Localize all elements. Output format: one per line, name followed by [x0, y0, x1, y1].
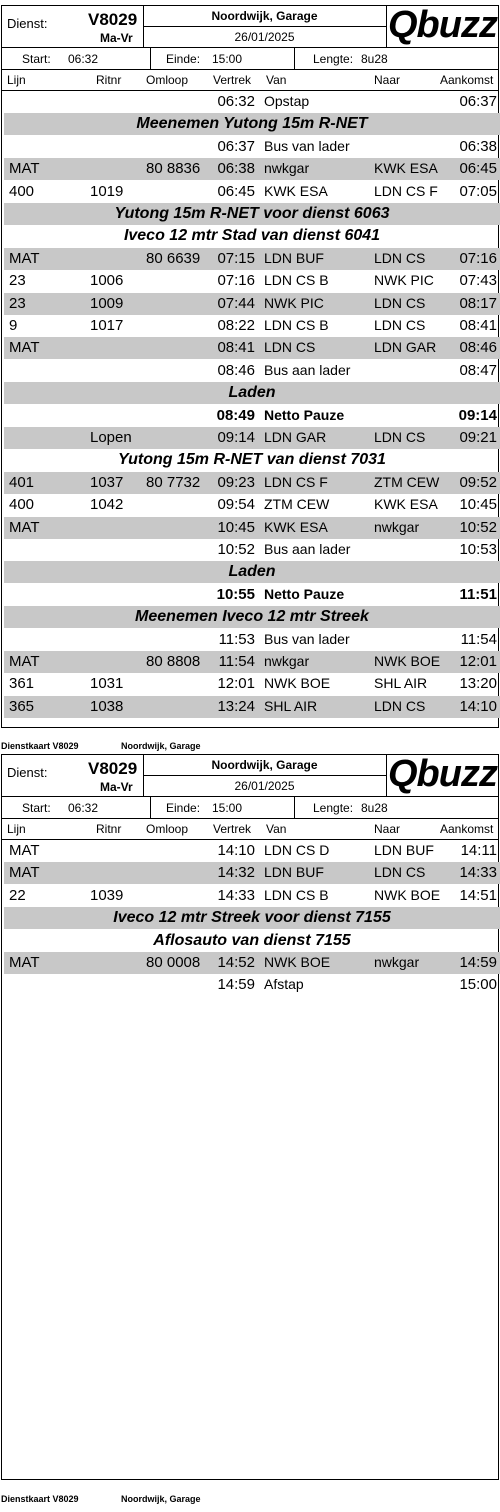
cell-aankomst: 06:38 — [459, 137, 497, 155]
cell-aankomst: 06:45 — [459, 160, 497, 178]
table-row — [4, 952, 500, 974]
cell-van: LDN BUF — [264, 249, 324, 266]
cell-aankomst: 07:05 — [459, 182, 497, 200]
section-heading — [4, 449, 500, 471]
cell-naar: NWK BOE — [374, 886, 441, 903]
footer-right: Noordwijk, Garage — [121, 1494, 201, 1504]
cell-van: LDN GAR — [264, 429, 327, 445]
col-aankomst: Aankomst — [440, 73, 494, 87]
col-aankomst: Aankomst — [440, 822, 494, 836]
cell-vertrek: 12:01 — [217, 675, 255, 693]
cell-vertrek: 09:23 — [217, 473, 255, 491]
cell-vertrek: 14:32 — [217, 864, 255, 882]
table-row — [4, 91, 500, 113]
cell-van: Afstap — [264, 976, 304, 993]
start-label: Start: — [22, 801, 51, 815]
dienst-days: Ma-Vr — [100, 31, 133, 45]
section-heading — [4, 907, 500, 929]
table-row — [4, 885, 500, 907]
location-cell — [143, 755, 387, 796]
cell-ritnr: 1019 — [90, 182, 124, 200]
section-heading — [4, 203, 500, 225]
cell-aankomst: 10:53 — [459, 541, 497, 558]
section-heading-text: Yutong 15m R-NET voor dienst 6063 — [114, 205, 390, 222]
card-header — [1, 754, 499, 797]
cell-van: LDN CS F — [264, 473, 328, 490]
cell-omloop: 80 8836 — [146, 160, 201, 178]
section-heading-text: Meenemen Yutong 15m R-NET — [136, 115, 368, 133]
date: 26/01/2025 — [234, 30, 295, 44]
table-row — [4, 539, 500, 561]
cell-vertrek: 07:44 — [217, 294, 255, 312]
schedule-table — [1, 91, 499, 728]
section-heading — [4, 113, 500, 135]
lengte-value: 8u28 — [361, 52, 388, 66]
cell-lijn: 23 — [9, 272, 26, 290]
cell-lijn: 400 — [9, 496, 35, 514]
cell-lijn: MAT — [9, 954, 40, 971]
cell-van: Bus aan lader — [264, 541, 351, 557]
cell-vertrek: 14:33 — [217, 886, 255, 904]
cell-vertrek: 10:52 — [217, 541, 255, 558]
cell-vertrek: 14:52 — [217, 954, 255, 971]
cell-vertrek: 11:54 — [218, 653, 255, 670]
table-row — [4, 517, 500, 539]
dienst-number: V8029 — [88, 10, 138, 29]
cell-vertrek: 06:45 — [217, 182, 255, 200]
cell-omloop: 80 7732 — [146, 473, 201, 491]
section-heading-text: Laden — [228, 384, 276, 402]
table-row — [4, 472, 500, 494]
cell-ritnr: 1031 — [90, 675, 124, 693]
page-footer — [1, 741, 201, 751]
cell-lijn: MAT — [9, 842, 40, 859]
page-footer — [1, 1494, 201, 1504]
cell-naar: LDN CS F — [374, 182, 438, 199]
einde-time: 15:00 — [212, 801, 243, 815]
einde-label: Einde: — [166, 801, 201, 815]
section-heading — [4, 225, 500, 247]
cell-lijn: 401 — [9, 473, 35, 491]
cell-ritnr: 1042 — [90, 496, 124, 514]
cell-naar: nwkgar — [374, 518, 420, 535]
cell-naar: ZTM CEW — [374, 473, 440, 490]
section-heading — [4, 606, 500, 628]
cell-lijn: 400 — [9, 182, 35, 200]
col-ritnr: Ritnr — [96, 822, 122, 836]
cell-van: KWK ESA — [264, 182, 328, 199]
cell-van: Bus aan lader — [264, 361, 351, 378]
cell-aankomst: 06:37 — [459, 93, 497, 110]
cell-naar: LDN CS — [374, 697, 426, 714]
cell-aankomst: 14:10 — [459, 697, 497, 715]
section-heading-text: Yutong 15m R-NET van dienst 7031 — [118, 451, 386, 469]
section-heading-text: Iveco 12 mtr Streek voor dienst 7155 — [113, 909, 391, 927]
cell-aankomst: 12:01 — [459, 653, 497, 670]
lengte-label: Lengte: — [313, 52, 354, 66]
col-vertrek: Vertrek — [213, 73, 252, 87]
section-heading — [4, 382, 500, 404]
cell-aankomst: 15:00 — [459, 976, 497, 994]
cell-ritnr: 1017 — [90, 317, 124, 334]
start-time: 06:32 — [68, 801, 99, 815]
cell-naar: LDN CS — [374, 249, 426, 266]
lengte-label: Lengte: — [313, 801, 354, 815]
location: Noordwijk, Garage — [211, 9, 318, 23]
cell-aankomst: 09:21 — [459, 429, 497, 446]
table-row — [4, 427, 500, 449]
cell-aankomst: 10:52 — [459, 518, 497, 536]
cell-van: LDN CS D — [264, 842, 330, 858]
cell-vertrek: 10:55 — [216, 585, 255, 603]
cell-lijn: 9 — [9, 317, 18, 334]
cell-vertrek: 08:49 — [216, 406, 255, 424]
table-row — [4, 673, 500, 695]
cell-van: LDN BUF — [264, 864, 324, 881]
cell-van: NWK PIC — [264, 294, 324, 311]
cell-vertrek: 06:38 — [217, 160, 255, 178]
table-row — [4, 248, 500, 270]
location-cell — [143, 6, 387, 47]
cell-aankomst: 14:11 — [460, 842, 497, 859]
einde-time: 15:00 — [212, 52, 243, 66]
cell-aankomst: 11:51 — [459, 585, 497, 603]
cell-naar: LDN BUF — [374, 842, 434, 858]
col-van: Van — [266, 822, 287, 836]
cell-van: LDN CS B — [264, 886, 329, 903]
cell-vertrek: 09:14 — [217, 429, 255, 446]
cell-van: KWK ESA — [264, 518, 328, 535]
cell-vertrek: 08:41 — [217, 339, 255, 357]
cell-lijn: MAT — [9, 160, 40, 178]
cell-vertrek: 10:45 — [217, 518, 255, 536]
cell-naar: KWK ESA — [374, 160, 438, 177]
footer-left: Dienstkaart V8029 — [1, 1494, 79, 1504]
cell-van: Netto Pauze — [264, 585, 345, 602]
cell-naar: LDN CS — [374, 294, 426, 311]
dienst-number: V8029 — [88, 759, 138, 778]
dienst-cell — [2, 6, 144, 47]
table-row — [4, 315, 500, 337]
table-row — [4, 270, 500, 292]
footer-left: Dienstkaart V8029 — [1, 741, 79, 751]
cell-naar: LDN CS — [374, 317, 426, 333]
cell-aankomst: 10:45 — [459, 496, 497, 514]
cell-lijn: 22 — [9, 886, 26, 904]
start-label: Start: — [22, 52, 51, 66]
col-omloop: Omloop — [146, 73, 189, 87]
dienst-cell — [2, 755, 144, 796]
cell-aankomst: 11:54 — [460, 630, 497, 648]
table-row — [4, 360, 500, 382]
table-row — [4, 494, 500, 516]
cell-van: LDN CS B — [264, 272, 329, 289]
cell-van: NWK BOE — [264, 954, 331, 970]
table-row — [4, 337, 500, 359]
cell-vertrek: 06:37 — [217, 137, 255, 155]
cell-van: nwkgar — [264, 160, 310, 177]
table-row — [4, 136, 500, 158]
cell-vertrek: 08:22 — [217, 317, 255, 334]
table-row — [4, 862, 500, 884]
cell-vertrek: 09:54 — [217, 496, 255, 514]
cell-aankomst: 07:16 — [459, 249, 497, 267]
cell-aankomst: 14:33 — [459, 864, 497, 882]
section-heading-text: Aflosauto van dienst 7155 — [153, 931, 351, 949]
cell-vertrek: 07:15 — [217, 249, 255, 267]
cell-lijn: MAT — [9, 653, 40, 670]
cell-naar: NWK PIC — [374, 272, 434, 289]
col-omloop: Omloop — [146, 822, 189, 836]
dienst-label: Dienst: — [7, 16, 48, 31]
cell-vertrek: 13:24 — [217, 697, 255, 715]
cell-lijn: 361 — [9, 675, 35, 693]
cell-naar: LDN CS — [374, 864, 426, 881]
cell-aankomst: 08:46 — [459, 339, 497, 357]
date: 26/01/2025 — [234, 779, 295, 793]
col-ritnr: Ritnr — [96, 73, 122, 87]
dienst-label: Dienst: — [7, 765, 48, 780]
cell-van: ZTM CEW — [264, 496, 330, 513]
einde-label: Einde: — [166, 52, 201, 66]
table-row — [4, 629, 500, 651]
cell-aankomst: 08:17 — [459, 294, 497, 312]
col-lijn: Lijn — [7, 73, 26, 87]
footer-right: Noordwijk, Garage — [121, 741, 201, 751]
table-row — [4, 696, 500, 718]
cell-vertrek: 14:10 — [217, 842, 255, 859]
cell-omloop: 80 0008 — [146, 954, 201, 971]
location: Noordwijk, Garage — [211, 758, 318, 772]
cell-lijn: MAT — [9, 864, 40, 882]
cell-ritnr: 1006 — [90, 272, 124, 290]
cell-aankomst: 13:20 — [459, 675, 497, 693]
card-header — [1, 5, 499, 48]
section-heading-text: Iveco 12 mtr Stad van dienst 6041 — [123, 227, 381, 245]
schedule-table — [1, 840, 499, 1480]
table-row — [4, 651, 500, 673]
cell-aankomst: 14:51 — [459, 886, 497, 904]
dienst-days: Ma-Vr — [100, 780, 133, 794]
cell-van: nwkgar — [264, 653, 310, 669]
section-heading — [4, 930, 500, 952]
cell-omloop: 80 6639 — [146, 249, 201, 267]
section-heading-text: Meenemen Iveco 12 mtr Streek — [135, 608, 369, 626]
cell-vertrek: 11:53 — [218, 630, 255, 648]
cell-van: NWK BOE — [264, 675, 331, 692]
pause-row — [4, 405, 500, 427]
cell-ritnr: 1038 — [90, 697, 124, 715]
cell-van: SHL AIR — [264, 697, 318, 714]
qbuzz-logo: Qbuzz — [388, 4, 497, 46]
pause-row — [4, 584, 500, 606]
cell-ritnr: 1039 — [90, 886, 124, 904]
column-headers — [1, 70, 499, 91]
col-naar: Naar — [374, 822, 401, 836]
cell-aankomst: 09:14 — [458, 406, 497, 424]
col-van: Van — [266, 73, 287, 87]
times-bar — [1, 797, 499, 819]
qbuzz-logo: Qbuzz — [388, 753, 497, 795]
cell-naar: nwkgar — [374, 954, 420, 970]
cell-van: LDN CS — [264, 339, 316, 356]
cell-vertrek: 14:59 — [217, 976, 255, 994]
table-row — [4, 293, 500, 315]
cell-lijn: 365 — [9, 697, 35, 715]
table-row — [4, 840, 500, 862]
cell-lijn: MAT — [9, 339, 40, 357]
section-heading-text: Laden — [228, 563, 276, 581]
cell-ritnr: Lopen — [90, 429, 132, 446]
table-row — [4, 181, 500, 203]
cell-vertrek: 07:16 — [217, 272, 255, 290]
dienstkaart-page-1 — [0, 4, 500, 751]
cell-van: Opstap — [264, 93, 310, 109]
cell-naar: NWK BOE — [374, 653, 441, 669]
cell-naar: LDN GAR — [374, 339, 437, 356]
cell-van: Netto Pauze — [264, 406, 345, 423]
column-headers — [1, 819, 499, 840]
cell-aankomst: 14:59 — [459, 954, 497, 971]
col-vertrek: Vertrek — [213, 822, 252, 836]
start-time: 06:32 — [68, 52, 99, 66]
cell-omloop: 80 8808 — [146, 653, 201, 670]
cell-aankomst: 09:52 — [459, 473, 497, 491]
cell-aankomst: 08:47 — [459, 361, 497, 379]
cell-ritnr: 1009 — [90, 294, 124, 312]
dienstkaart-page-2 — [0, 753, 500, 1504]
cell-ritnr: 1037 — [90, 473, 124, 491]
cell-vertrek: 08:46 — [217, 361, 255, 379]
cell-aankomst: 07:43 — [459, 272, 497, 290]
table-row — [4, 974, 500, 996]
cell-naar: KWK ESA — [374, 496, 438, 513]
cell-lijn: MAT — [9, 518, 40, 536]
cell-naar: SHL AIR — [374, 675, 428, 692]
cell-van: Bus van lader — [264, 137, 350, 154]
cell-lijn: 23 — [9, 294, 26, 312]
cell-lijn: MAT — [9, 249, 40, 267]
cell-aankomst: 08:41 — [459, 317, 497, 334]
cell-van: LDN CS B — [264, 317, 329, 333]
times-bar — [1, 48, 499, 70]
section-heading — [4, 561, 500, 583]
table-row — [4, 158, 500, 180]
lengte-value: 8u28 — [361, 801, 388, 815]
cell-naar: LDN CS — [374, 429, 426, 445]
cell-van: Bus van lader — [264, 630, 350, 647]
col-naar: Naar — [374, 73, 401, 87]
cell-vertrek: 06:32 — [217, 93, 255, 110]
col-lijn: Lijn — [7, 822, 26, 836]
